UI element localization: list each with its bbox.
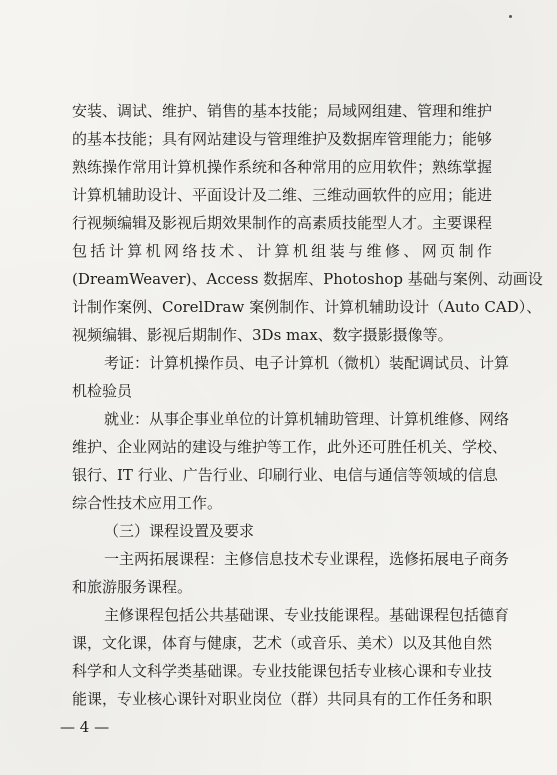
body-line-7: (DreamWeaver)、Access 数据库、Photoshop 基础与案例、动画设 <box>72 270 543 288</box>
scan-speck <box>509 15 512 18</box>
body-line-4: 计算机辅助设计、平面设计及二维、三维动画软件的应用；能进 <box>72 186 493 204</box>
body-line-11: 机检验员 <box>72 382 133 400</box>
body-line-8: 计制作案例、CorelDraw 案例制作、计算机辅助设计（Auto CAD）、 <box>72 298 542 316</box>
body-line-6: 包括计算机网络技术、计算机组装与维修、网页制作 <box>72 242 492 260</box>
body-line-18: 和旅游服务课程。 <box>72 578 193 596</box>
body-line-5: 行视频编辑及影视后期效果制作的高素质技能型人才。主要课程 <box>72 214 493 232</box>
body-line-19: 主修课程包括公共基础课、专业技能课程。基础课程包括德育 <box>104 606 510 624</box>
body-line-20: 课，文化课，体育与健康，艺术（或音乐、美术）以及其他自然 <box>72 634 493 652</box>
body-line-1: 安装、调试、维护、销售的基本技能；局域网组建、管理和维护 <box>72 102 493 120</box>
body-line-2: 的基本技能；具有网站建设与管理维护及数据库管理能力；能够 <box>72 130 493 148</box>
body-line-15: 综合性技术应用工作。 <box>72 494 223 512</box>
body-line-3: 熟练操作常用计算机操作系统和各种常用的应用软件；熟练掌握 <box>72 158 493 176</box>
body-line-10: 考证：计算机操作员、电子计算机（微机）装配调试员、计算 <box>104 354 510 372</box>
page-number: — 4 — <box>60 718 110 736</box>
body-line-9: 视频编辑、影视后期制作、3Ds max、数字摄影摄像等。 <box>72 326 453 344</box>
body-line-22: 能课，专业核心课针对职业岗位（群）共同具有的工作任务和职 <box>72 690 493 708</box>
body-line-13: 维护、企业网站的建设与维护等工作，此外还可胜任机关、学校、 <box>72 438 508 456</box>
body-line-12: 就业：从事企事业单位的计算机辅助管理、计算机维修、网络 <box>104 410 510 428</box>
section-heading: （三）课程设置及要求 <box>104 522 255 540</box>
body-line-14: 银行、IT 行业、广告行业、印刷行业、电信与通信等领域的信息 <box>72 466 498 484</box>
body-line-17: 一主两拓展课程：主修信息技术专业课程，选修拓展电子商务 <box>104 550 510 568</box>
body-line-21: 科学和人文科学类基础课。专业技能课包括专业核心课和专业技 <box>72 662 493 680</box>
